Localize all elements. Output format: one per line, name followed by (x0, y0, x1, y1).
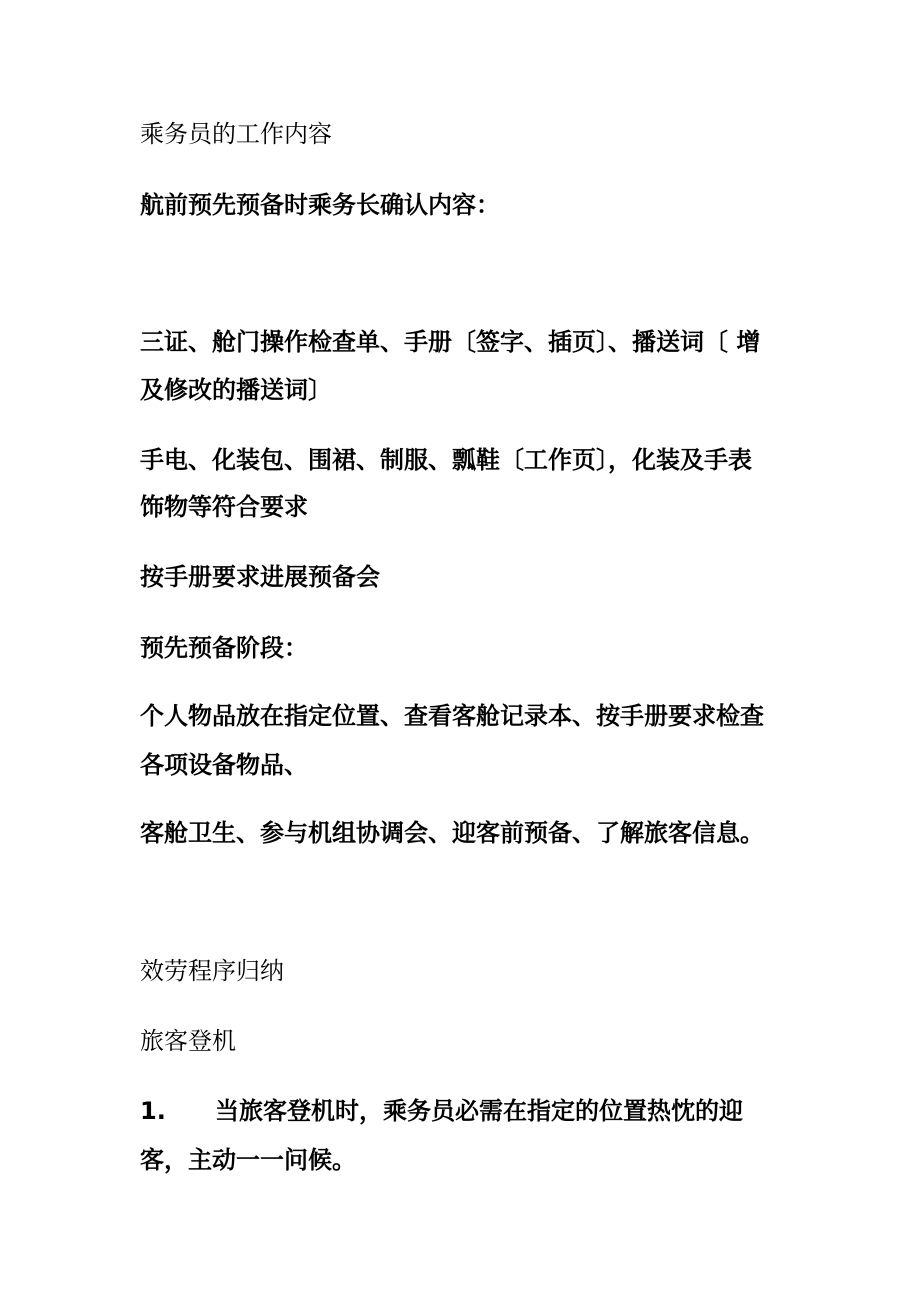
step1-number: 1. (140, 1097, 166, 1125)
preflight-heading: 航前预先预备时乘务长确认内容： (140, 191, 500, 219)
step1-line2: 客，主动一一问候。 (140, 1146, 356, 1174)
item5: 客舱卫生、参与机组协调会、迎客前预备、了解旅客信息。 (140, 819, 764, 847)
item4-line2: 各项设备物品、 (140, 751, 308, 779)
service-heading: 效劳程序归纳 (140, 957, 284, 985)
item2-line1: 手电、化装包、围裙、制服、瓢鞋〔工作页〕，化装及手表 (140, 446, 752, 474)
item1-line2: 及修改的播送词〕 (140, 376, 332, 404)
boarding-heading: 旅客登机 (140, 1027, 236, 1055)
prep-stage-heading: 预先预备阶段： (140, 634, 308, 662)
item4-line1: 个人物品放在指定位置、查看客舱记录本、按手册要求检查 (140, 702, 764, 730)
item1-line1: 三证、舱门操作检查单、手册〔签字、插页〕、播送词〔 增 (140, 328, 761, 356)
document-title: 乘务员的工作内容 (140, 120, 332, 148)
item2-line2: 饰物等符合要求 (140, 493, 308, 521)
item3: 按手册要求进展预备会 (140, 563, 380, 591)
step1-text: 当旅客登机时，乘务员必需在指定的位置热忱的迎 (215, 1097, 743, 1125)
step1-line1 (140, 1096, 743, 1126)
